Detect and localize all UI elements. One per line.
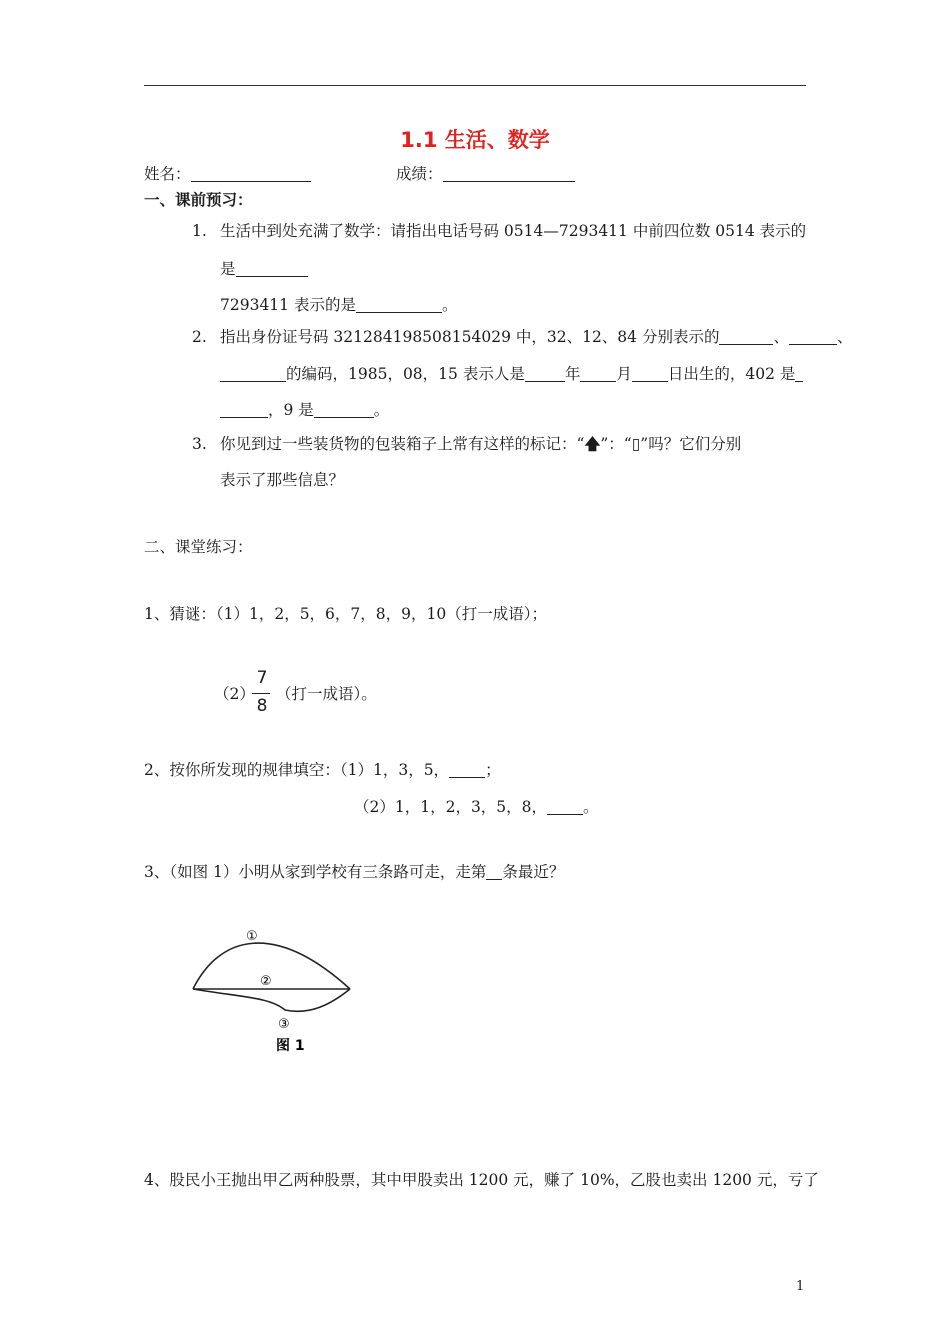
header-rule [144,85,806,86]
name-blank[interactable] [191,165,311,182]
q2-line1 [220,327,853,347]
p2-line1-end: ； [485,761,501,779]
p1-part2-suffix: （打一成语）。 [276,685,377,703]
route-3-path [193,989,350,1011]
q3-line1-end: ”吗？它们分别 [640,435,742,453]
name-field [144,164,311,184]
q2-line2-d: 日出生的，402 是 [667,365,796,383]
p1-part2-prefix: （2） [214,685,255,703]
page-number: 1 [796,1279,805,1294]
p3-blank[interactable] [486,863,502,880]
fraction-numerator: 7 [256,668,268,688]
score-field [396,164,575,184]
q2-line2-a: 的编码，1985，08，15 表示人是 [286,365,525,383]
score-label: 成绩： [396,165,443,183]
p2-line2-text: （2）1，1，2，3，5，8， [354,798,548,816]
q3-number: 3. [192,435,207,453]
q2-blank-5[interactable] [220,401,268,418]
p2-line1 [144,760,501,780]
section2-heading: 二、课堂练习： [144,538,253,556]
q3-line2: 表示了那些信息？ [220,471,345,489]
q1-line1: 生活中到处充满了数学：请指出电话号码 0514—7293411 中前四位数 0514 表示的 [220,222,807,240]
q2-blank-2[interactable] [789,328,837,345]
q3-line1-text: 你见到过一些装货物的包装箱子上常有这样的标记：“ [220,435,585,453]
q1-number: 1. [192,222,207,240]
q2-line3-b: 。 [373,401,390,419]
q1-blank-1[interactable] [236,260,308,277]
route-2-label: ② [260,974,272,989]
route-3-label: ③ [278,1017,290,1032]
fraction-bar [252,693,270,694]
p2-line2-end: 。 [583,798,599,816]
page-title: 1.1 生活、数学 [400,128,550,152]
q2-number: 2. [192,328,207,346]
q1-line3-end: 。 [441,296,458,314]
q2-blank-6[interactable] [314,401,374,418]
q2-line2-b: 年 [564,365,581,383]
p3-line-text: 3、（如图 1）小明从家到学校有三条路可走，走第 [144,863,487,881]
q2-sep: 、 [773,328,789,346]
name-label: 姓名： [144,165,191,183]
p2-line2 [354,797,599,817]
q3-line1 [220,434,741,454]
q2-blank-4[interactable] [795,365,803,382]
p1-line1: 1、猜谜：（1）1，2，5，6，7，8，9，10（打一成语）； [144,605,547,623]
q2-blank-1[interactable] [719,328,773,345]
q1-line2 [220,259,308,279]
p2-line1-text: 2、按你所发现的规律填空：（1）1，3，5， [144,761,450,779]
q1-line3 [220,295,457,315]
q3-line1-mid: ”：“ [600,435,632,453]
fraction-denominator: 8 [256,696,268,716]
route-figure [180,915,380,1065]
p2-blank-1[interactable] [449,761,485,778]
figure-caption: 图 1 [276,1038,305,1054]
up-arrow-icon: 🡅 [584,435,601,453]
p4-line: 4、股民小王抛出甲乙两种股票，其中甲股卖出 1200 元，赚了 10%，乙股也卖出 1200 元，亏了 [144,1171,819,1189]
q1-blank-2[interactable] [356,296,442,313]
box-icon: ▯ [631,435,641,453]
p3-line-end: 条最近？ [502,863,565,881]
score-blank[interactable] [443,165,575,182]
q2-blank-3[interactable] [220,365,286,382]
p2-blank-2[interactable] [547,798,583,815]
section1-heading: 一、课前预习： [144,190,253,209]
p3-line [144,862,564,882]
q2-line2 [220,364,803,384]
q2-blank-day[interactable] [632,365,668,382]
q2-blank-month[interactable] [580,365,616,382]
route-1-label: ① [246,929,258,944]
q1-line3-text: 7293411 表示的是 [220,296,356,314]
q2-line1-text: 指出身份证号码 321284198508154029 中，32、12、84 分别表示的 [220,328,720,346]
q2-line3-a: ，9 是 [268,401,314,419]
q2-line3 [220,400,389,420]
q2-line1-end: 、 [836,328,853,346]
q2-blank-year[interactable] [525,365,565,382]
q2-line2-c: 月 [616,365,632,383]
q1-line2-text: 是 [220,260,236,278]
